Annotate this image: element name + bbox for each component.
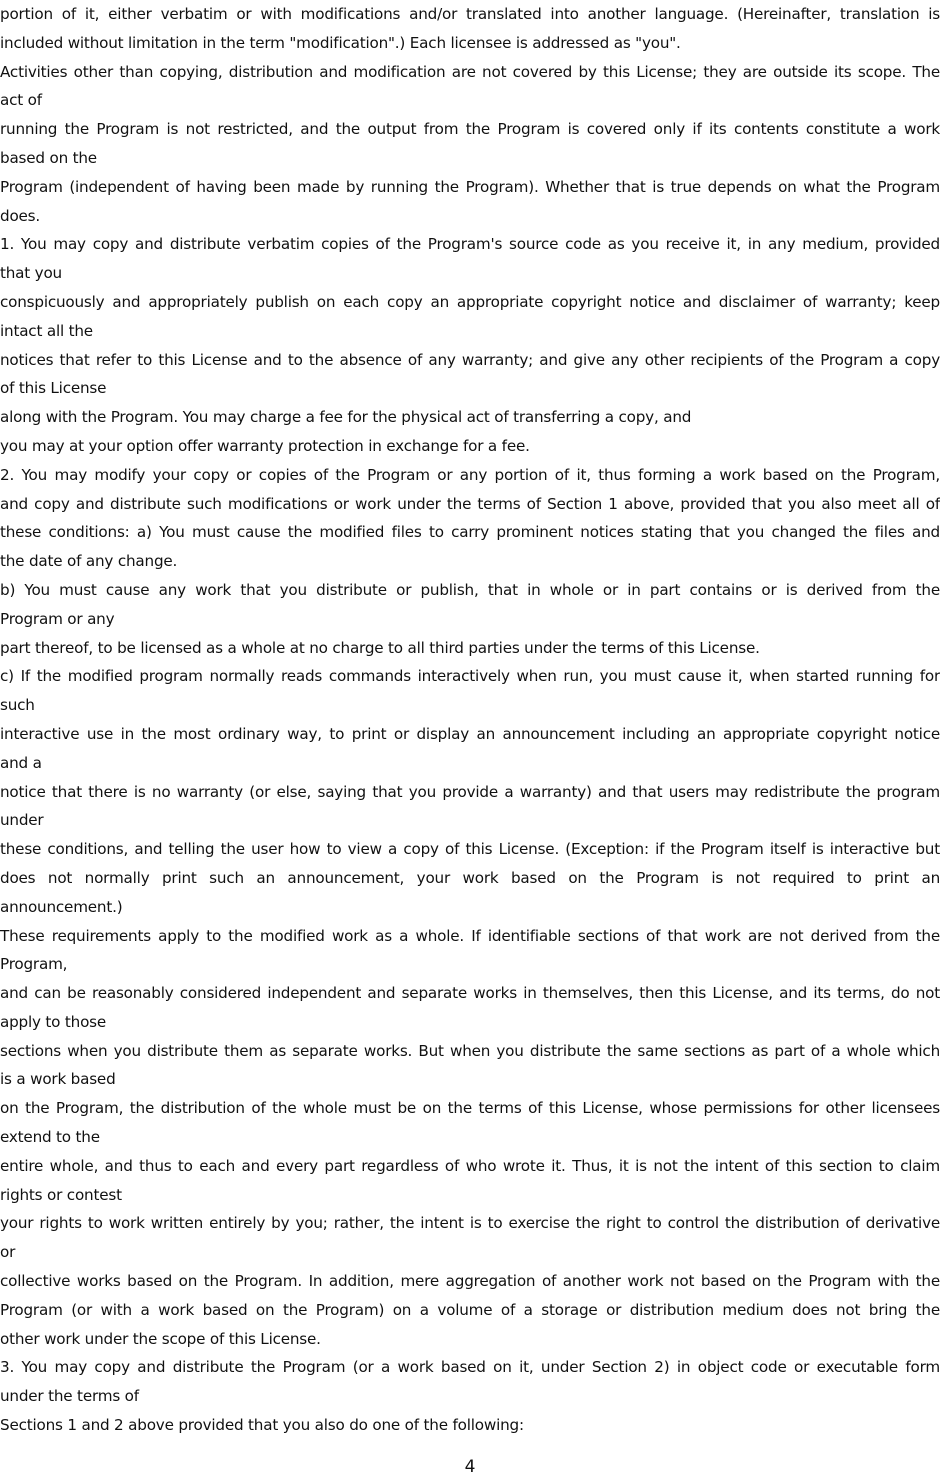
text-line: Program (or with a work based on the Program) on a volume of a storage or distribution medium does not bring the <box>0 1300 940 1319</box>
text-line: 1. You may copy and distribute verbatim copies of the Program's source code as you receive it, in any medium, provided <box>0 235 940 254</box>
text-line: that you <box>0 264 62 283</box>
text-line: Program (independent of having been made by running the Program). Whether that is true depends on what the Program <box>0 177 940 196</box>
text-line: running the Program is not restricted, and the output from the Program is covered only if its contents constitute a work <box>0 120 940 139</box>
text-line: apply to those <box>0 1012 107 1031</box>
text-line: other work under the scope of this License. <box>0 1329 321 1348</box>
text-line: c) If the modified program normally reads commands interactively when run, you must cause it, when started running for <box>0 667 940 686</box>
text-line: announcement.) <box>0 897 123 916</box>
text-line: these conditions: a) You must cause the modified files to carry prominent notices stating that you changed the files and <box>0 523 940 542</box>
text-line: your rights to work written entirely by you; rather, the intent is to exercise the right to control the distribution of derivative <box>0 1214 940 1233</box>
text-line: 3. You may copy and distribute the Program (or a work based on it, under Section 2) in object code or executable form <box>0 1358 940 1377</box>
text-line: b) You must cause any work that you distribute or publish, that in whole or in part contains or is derived from the <box>0 580 940 599</box>
text-line: conspicuously and appropriately publish on each copy an appropriate copyright notice and disclaimer of warranty; keep <box>0 292 940 311</box>
text-line: part thereof, to be licensed as a whole at no charge to all third parties under the terms of this License. <box>0 638 760 657</box>
text-line: Program, <box>0 955 68 974</box>
text-line: act of <box>0 91 42 110</box>
text-line: notice that there is no warranty (or else, saying that you provide a warranty) and that users may redistribute the program <box>0 782 940 801</box>
text-line: Activities other than copying, distribution and modification are not covered by this License; they are outside its scope. The <box>0 62 940 81</box>
text-line: portion of it, either verbatim or with modifications and/or translated into another language. (Hereinafter, translation is <box>0 5 940 23</box>
text-line: does not normally print such an announcement, your work based on the Program is not required to print an <box>0 868 940 887</box>
text-line: such <box>0 696 35 715</box>
text-line: entire whole, and thus to each and every part regardless of who wrote it. Thus, it is not the intent of this section to claim <box>0 1156 940 1175</box>
text-line: is a work based <box>0 1070 116 1089</box>
text-line: interactive use in the most ordinary way, to print or display an announcement including an appropriate copyright notice <box>0 724 940 743</box>
text-line: these conditions, and telling the user how to view a copy of this License. (Exception: if the Program itself is interactive but <box>0 840 940 859</box>
text-line: Program or any <box>0 609 115 628</box>
text-line: notices that refer to this License and to the absence of any warranty; and give any other recipients of the Program a copy <box>0 350 940 369</box>
text-line: does. <box>0 206 41 225</box>
text-line: rights or contest <box>0 1185 122 1204</box>
text-line: sections when you distribute them as separate works. But when you distribute the same sections as part of a whole which <box>0 1041 940 1060</box>
text-line: and a <box>0 753 42 772</box>
text-line: or <box>0 1243 16 1262</box>
text-line: Sections 1 and 2 above provided that you also do one of the following: <box>0 1416 524 1435</box>
text-line: the date of any change. <box>0 552 178 571</box>
text-line: and can be reasonably considered independent and separate works in themselves, then this License, and its terms, do not <box>0 984 940 1003</box>
text-line: along with the Program. You may charge a fee for the physical act of transferring a copy, and <box>0 408 692 427</box>
text-line: These requirements apply to the modified work as a whole. If identifiable sections of that work are not derived from the <box>0 926 940 945</box>
text-line: extend to the <box>0 1128 100 1147</box>
text-line: collective works based on the Program. In addition, mere aggregation of another work not based on the Program with the <box>0 1272 940 1291</box>
text-line: on the Program, the distribution of the whole must be on the terms of this License, whose permissions for other licensees <box>0 1099 940 1118</box>
text-line: under the terms of <box>0 1387 139 1406</box>
text-line: 2. You may modify your copy or copies of the Program or any portion of it, thus forming a work based on the Program, <box>0 465 940 484</box>
text-line: and copy and distribute such modifications or work under the terms of Section 1 above, provided that you also meet all of <box>0 494 940 513</box>
text-line: intact all the <box>0 321 93 340</box>
text-line: you may at your option offer warranty protection in exchange for a fee. <box>0 436 530 455</box>
text-line: based on the <box>0 148 97 167</box>
text-line: under <box>0 811 44 830</box>
text-line: included without limitation in the term "modification".) Each licensee is addressed as "you". <box>0 33 681 52</box>
page-number: 4 <box>464 1457 476 1477</box>
text-line: of this License <box>0 379 107 398</box>
